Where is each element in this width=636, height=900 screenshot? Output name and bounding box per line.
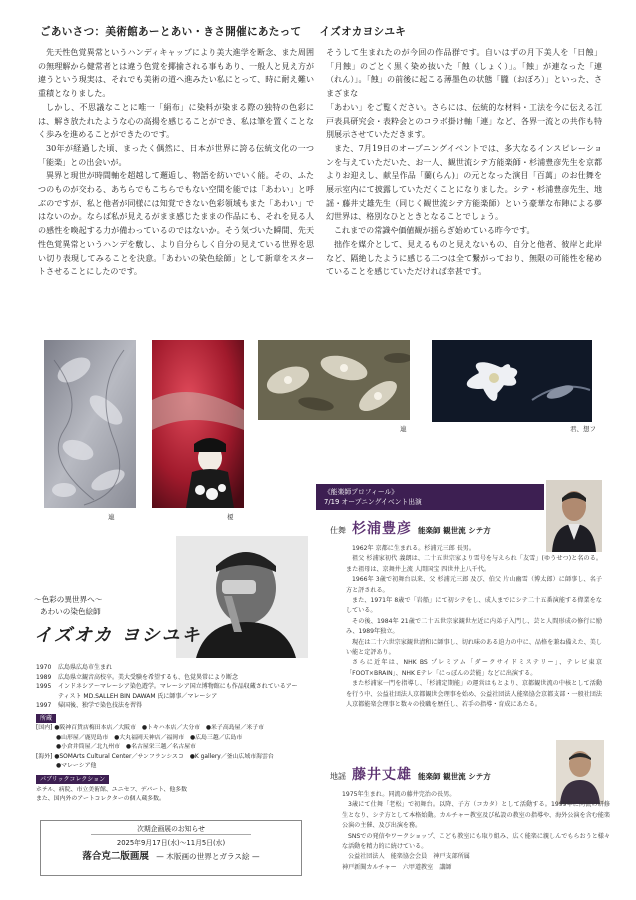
timeline-row: 1989 広島県立観音高校卒。美大受験を希望するも、色覚異常により断念 bbox=[36, 673, 239, 681]
performer-2-bio bbox=[342, 790, 610, 873]
bio-paragraph: さらに近年は、NHK BS プレミアム「ダークサイドミステリー」、テレビ東京「FOOT×BRAIN」、NHK Eテレ「にっぽんの芸能」などに出演する。 bbox=[346, 659, 602, 677]
intro-paragraph: 拙作を媒介として、見えるものと見えないもの、自分と他者、彼岸と此岸など、隔絶したように感じる二つは全て繋がっており、無限の可能性を秘めていることを感じていただければ幸甚です。 bbox=[326, 239, 602, 277]
intro-paragraph: これまでの常識や価値観が揺らぎ始めている昨今です。 bbox=[334, 226, 535, 236]
performer-2-heading bbox=[330, 764, 491, 784]
performer-2-title: 能楽師 観世流 シテ方 bbox=[418, 772, 491, 781]
bio-paragraph: また、1971年 8歳で「岩船」にて初シテをし、成人までにシテ二十五番演能する偉業をなしている。 bbox=[346, 597, 602, 615]
artwork-3-image bbox=[258, 340, 410, 420]
performer-1-title: 能楽師 観世流 シテ方 bbox=[418, 526, 491, 535]
bio-paragraph: 1975年生まれ。同流の藤井完治の長男。 bbox=[342, 791, 456, 798]
title-artist: イズオカヨシユキ bbox=[319, 26, 407, 38]
next-exhibit-subtitle: — 木版画の世界とガラス絵 — bbox=[156, 852, 260, 861]
next-exhibit-title-line bbox=[41, 848, 301, 862]
page-title bbox=[40, 24, 600, 39]
next-exhibit-title: 落合克二版画展 bbox=[82, 851, 149, 862]
collection-line: [海外] ●SOMArts Cultural Center／サンフランシスコ ●K gallery／釜山広域市海雲台 bbox=[36, 753, 274, 760]
profile-banner bbox=[316, 484, 544, 510]
timeline-row: 1997 帰国後、独学で染色技法を習得 bbox=[36, 702, 143, 710]
artwork-1-caption: 連 bbox=[108, 513, 115, 521]
bio-paragraph: その後、1984年 21歳で二十五世宗家観世左近に内弟子入門し、芸と人間形成の修行に励み、1989年独立。 bbox=[346, 617, 602, 636]
bio-paragraph: SNSでの発信やワークショップ、こども教室にも取り組み、広く能楽に親しんでもらおうと様々な活動を精力的に続けている。 bbox=[342, 832, 610, 851]
collection-line: ●小倉井筒屋／北九州市 ●名古屋栄三越／名古屋市 bbox=[56, 744, 196, 751]
next-exhibit-notice bbox=[40, 820, 302, 876]
performer-2-role: 地謡 bbox=[330, 772, 346, 781]
bio-paragraph: 神戸新聞カルチャー 六甲道教室 講師 bbox=[342, 863, 452, 871]
artist-signature: イズオカ ヨシユキ bbox=[34, 625, 202, 646]
profile-banner-line2: 7/19 オープニングイベント出演 bbox=[324, 498, 422, 506]
artwork-2-caption: 榎 bbox=[227, 513, 234, 521]
next-exhibit-heading: 次期企画展のお知らせ bbox=[91, 821, 251, 835]
collections-section bbox=[36, 714, 304, 805]
bio-paragraph: 現在は二十六世宗家観世清和に師事し、切れ味のある迫力の中に、品格を兼ね備えた、美しい能と定評あり。 bbox=[346, 638, 602, 657]
timeline-row: 1995 インドネシア〜マレーシア染色遊学。マレーシア国立博物館にも作品収蔵されているアーティスト MD.SALLEH BIN DAWAM 氏に師事／マレーシア bbox=[36, 683, 298, 700]
intro-paragraph: 異界と現世が時間軸を超越して邂逅し、物語を紡いでいく能。その、ふたつのものが交わる、あちらでもこちらでもない空間を能では「あわい」と呼ぶのですが、私と他者が同様には知覚できない色彩領域もまた「あわい」ではないのか。ならば私が見えるがまま感じたままの作品にも、それを見る人の感性を喚起する力が備わっているのではないか。そう気づいた瞬間、先天性色覚異常というハンデを敷し、より自分らしく自分の見えている世界を思い切り表現してみることを決意。「あわいの染色絵師」として新章をスタートさせることにしたのです。 bbox=[38, 171, 314, 277]
artist-tagline: 〜色彩の異世界へ〜 bbox=[34, 595, 103, 604]
bio-paragraph: 祖父 杉浦家初代 義朗は、二十五世宗家より雪号を与えられ「友雪」(ゆうせつ)と名のる。また祖母は、京舞井上流 人間国宝 四世井上八千代。 bbox=[346, 555, 602, 573]
performer-1-photo bbox=[546, 480, 602, 552]
bio-paragraph: 1962年 京都に生まれる。杉浦元三郎 長男。 bbox=[352, 545, 475, 552]
performer-1-name: 杉浦豊彦 bbox=[352, 521, 412, 537]
performer-1-bio bbox=[346, 544, 602, 711]
collection-line: [国内] ●阪神百貨店梅田本店／大阪市 ●トキハ本店／大分市 ●米子高島屋／米子市 bbox=[36, 725, 265, 732]
title-text: ごあいさつ：美術館あーとあい・きさ開催にあたって bbox=[40, 26, 302, 38]
bio-paragraph: また杉浦家一門を指導し、「杉浦定期能」の運営はもとより、京都観世流の中核として活動を行う中、公益社団法人京都観世会理事を始め、公益社団法人能楽協会京都支部・一般社団法人京都能楽会理事と数々の役職を歴任し、若手の指導・育成にあたる。 bbox=[346, 680, 602, 709]
artwork-2-image bbox=[152, 340, 244, 508]
artwork-4-image bbox=[432, 340, 592, 422]
performer-1-heading bbox=[330, 518, 491, 538]
intro-paragraph: そうして生まれたのが今回の作品群です。自いはずの月下美人を「日蝕」「月蝕」のごとく黒く染め抜いた「蝕（しょく）」。「蝕」が連なった「連（れん）」。「蝕」の前後に起こる薄墨色の状態「朧（おぼろ）」といった、さまざまな bbox=[326, 48, 602, 99]
public-collections-heading: パブリックコレクション bbox=[36, 775, 109, 784]
intro-paragraph: 「あわい」をご覧ください。さらには、伝統的な材料・工法を今に伝える江戸表具研究会・表粋会とのコラボ掛け軸「連」など、各界一流との共作も特別展示させていただきます。 bbox=[326, 102, 602, 140]
public-collection-line: また、国内外のアートコレクターの個人蔵多数。 bbox=[36, 796, 165, 803]
artist-timeline bbox=[36, 663, 298, 711]
collection-line: ●山形屋／鹿児島市 ●大丸福岡天神店／福岡市 ●広島三越／広島市 bbox=[56, 734, 243, 741]
profile-banner-line1: 《能楽師プロフィール》 bbox=[324, 488, 399, 496]
timeline-row: 1970 広島県広島市生まれ bbox=[36, 664, 113, 671]
intro-paragraph: 先天性色覚異常というハンディキャップにより美大進学を断念、また周囲の無理解から健常者とは違う色覚を揶揄される事もあり、一般人と見え方が違うという現実は、それでも美術の道へ進みたい私にとって、時に耐え難い重積となりました。 bbox=[38, 48, 314, 99]
bio-paragraph: 1966年 3歳で初舞台以来、父 杉浦元三郎 及び、伯父 片山幽雪（博太郎）に師事し、名子方と評される。 bbox=[346, 576, 602, 594]
performer-1-role: 仕舞 bbox=[330, 526, 346, 535]
intro-paragraph: しかし、不思議なことに唯一「絹布」に染料が染まる際の独特の色彩には、解き放たれたような心の高揚を感じることができ、私は筆を置くことなく歩みを進めることができたのです。 bbox=[38, 102, 314, 140]
collection-line: ●マレーシア他 bbox=[56, 763, 97, 770]
intro-paragraph: また、7月19日のオープニングイベントでは、多大なるインスピレーションを与えていただいた、お一人、観世流シテ方能楽師・杉浦豊彦先生を京都よりお迎えし、献呈作品「蘭(らん)」の元となった演目「百萬」のお仕舞を展示室内にて披露していただくことになりました。シテ・杉浦豊彦先生、地謡・藤井丈雄先生（同じく観世流シテ方能楽師）という豪華な布陣による夢幻世界は、格別なひとときとなることでしょう。 bbox=[326, 143, 602, 222]
artwork-4-caption: 君、想フ bbox=[570, 425, 596, 433]
artwork-1-image bbox=[44, 340, 136, 508]
next-exhibit-dates: 2025年9月17日(水)〜11月5日(水) bbox=[116, 839, 226, 847]
performer-2-name: 藤井丈雄 bbox=[352, 767, 412, 783]
intro-right-column bbox=[326, 46, 602, 279]
intro-left-column bbox=[38, 46, 314, 279]
artist-subtitle: あわいの染色絵師 bbox=[40, 607, 101, 616]
bio-paragraph: 3歳にて仕舞「老松」で初舞台。以降、子方（コカタ）として活動する。1999年に同流の研修生となり、シテ方として本格始動。カルチャー教室及び私設の教室の指導や、海外公演を含む能楽公演の主催、及び出演を務。 bbox=[342, 801, 610, 830]
intro-paragraph: 30年が経過した頃、まったく偶然に、日本が世界に誇る伝統文化の一つ「能楽」との出会いが。 bbox=[38, 143, 314, 167]
collections-heading: 所蔵 bbox=[36, 714, 56, 723]
artwork-3-caption: 連 bbox=[400, 425, 407, 433]
bio-paragraph: 公益社団法人 能楽協会会員 神戸支部所属 bbox=[348, 853, 470, 861]
public-collection-line: ホテル、病院、市立美術館、ユニセフ、デパート、他多数 bbox=[36, 786, 188, 793]
